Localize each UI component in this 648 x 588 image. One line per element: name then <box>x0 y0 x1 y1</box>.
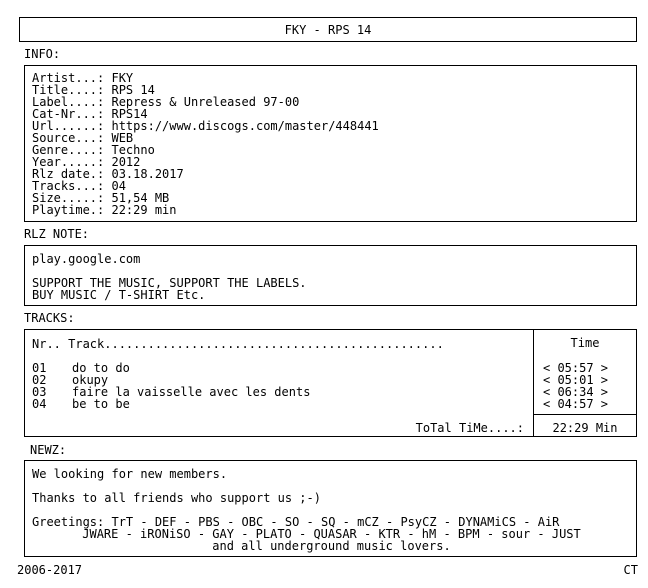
rlz-note-line1: SUPPORT THE MUSIC, SUPPORT THE LABELS. <box>32 276 307 290</box>
greetings-line1: Greetings: TrT - DEF - PBS - OBC - SO - SQ - mCZ - PsyCZ - DYNAMiCS - AiR <box>32 515 560 529</box>
track-row <box>32 398 310 410</box>
tracks-column-header: Nr.. Track............................................... <box>32 337 444 351</box>
info-rlz-date: Rlz date.: 03.18.2017 <box>32 167 184 181</box>
newz-box <box>24 460 637 557</box>
info-list <box>32 72 379 216</box>
rlz-note-box <box>24 245 637 306</box>
rlz-note-content <box>32 253 307 301</box>
track-number: 04 <box>32 397 47 411</box>
track-title: faire la vaisselle avec les dents <box>72 385 311 399</box>
info-year: Year.....: 2012 <box>32 155 141 169</box>
info-size: Size.....: 51,54 MB <box>32 191 170 205</box>
greetings-line2: JWARE - iRONiSO - GAY - PLATO - QUASAR - KTR - hM - BPM - sour - JUST <box>82 527 581 541</box>
info-artist: Artist...: FKY <box>32 71 134 85</box>
track-time: < 05:57 > <box>543 361 609 375</box>
track-time: < 06:34 > <box>543 385 609 399</box>
track-time: < 05:01 > <box>543 373 609 387</box>
track-title: do to do <box>72 361 130 375</box>
track-number: 01 <box>32 361 47 375</box>
time-column-header: Time <box>570 336 600 350</box>
rlz-note-line2: BUY MUSIC / T-SHIRT Etc. <box>32 288 206 302</box>
newz-line2: Thanks to all friends who support us ;-) <box>32 491 321 505</box>
title-box <box>19 17 637 42</box>
info-title: Title....: RPS 14 <box>32 83 155 97</box>
info-genre: Genre....: Techno <box>32 143 155 157</box>
tracks-heading: TRACKS: <box>24 311 75 325</box>
greetings-line3: and all underground music lovers. <box>212 539 451 553</box>
info-catnr: Cat-Nr...: RPS14 <box>32 107 148 121</box>
time-list <box>543 362 608 410</box>
total-time-label: ToTal TiMe....: <box>415 421 524 435</box>
track-number: 03 <box>32 385 47 399</box>
info-playtime: Playtime.: 22:29 min <box>32 203 177 217</box>
info-source: Source...: WEB <box>32 131 134 145</box>
rlz-note-heading: RLZ NOTE: <box>24 227 90 241</box>
total-time-value: 22:29 Min <box>552 421 618 435</box>
track-time: < 04:57 > <box>543 397 609 411</box>
rlz-note-link: play.google.com <box>32 252 141 266</box>
info-tracks: Tracks...: 04 <box>32 179 126 193</box>
newz-heading: NEWZ: <box>30 443 67 457</box>
tracks-box <box>24 329 637 437</box>
info-url: Url......: https://www.discogs.com/master/448441 <box>32 119 379 133</box>
footer-years: 2006-2017 <box>17 563 83 577</box>
info-box <box>24 65 637 222</box>
footer-signature: CT <box>623 563 638 577</box>
page-title: FKY - RPS 14 <box>284 23 372 37</box>
track-number: 02 <box>32 373 47 387</box>
info-heading: INFO: <box>24 47 61 61</box>
track-title: be to be <box>72 397 130 411</box>
newz-line1: We looking for new members. <box>32 467 228 481</box>
info-label: Label....: Repress & Unreleased 97-00 <box>32 95 300 109</box>
track-title: okupy <box>72 373 109 387</box>
newz-content <box>25 468 638 552</box>
track-list <box>32 362 310 410</box>
tracks-divider-horizontal <box>533 414 636 415</box>
